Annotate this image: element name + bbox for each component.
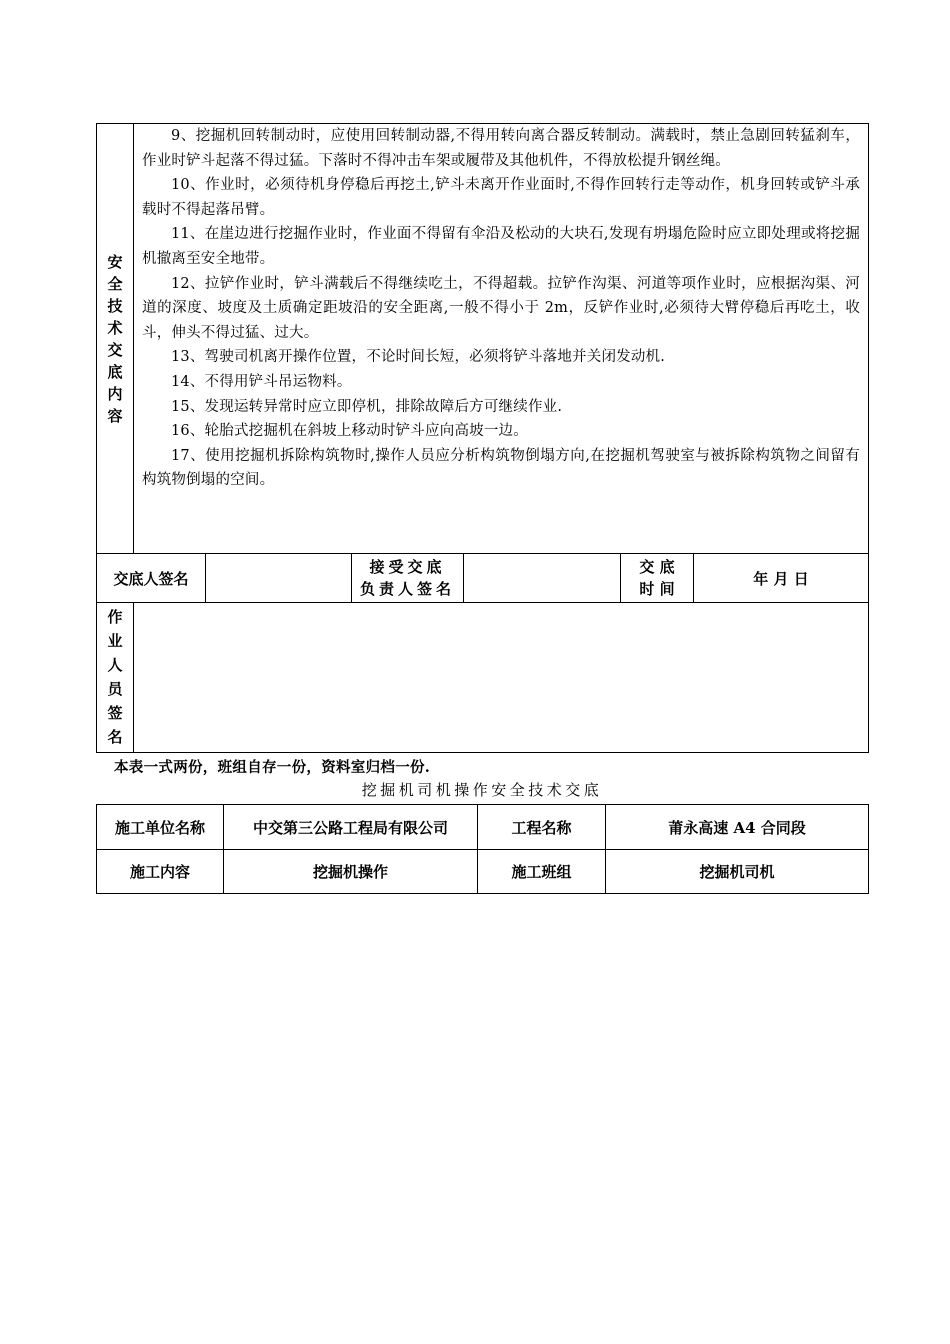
workers-signature-area[interactable] bbox=[134, 603, 869, 753]
content-label: 施工内容 bbox=[97, 850, 224, 894]
project-label: 工程名称 bbox=[478, 805, 606, 850]
unit-value: 中交第三公路工程局有限公司 bbox=[224, 805, 478, 850]
team-value: 挖掘机司机 bbox=[606, 850, 869, 894]
disclosure-content-row bbox=[97, 124, 869, 554]
disclosure-item: 12、拉铲作业时，铲斗满载后不得继续吃土，不得超载。拉铲作沟渠、河道等项作业时，应根据沟渠、河道的深度、坡度及土质确定距坡沿的安全距离,一般不得小于 2m，反铲作业时,必须待大臂停稳后再吃土，收斗，伸头不得过猛、过大。 bbox=[142, 275, 861, 341]
discloser-signature-field[interactable] bbox=[206, 554, 352, 603]
disclosure-time-label bbox=[621, 554, 694, 603]
time-label-line2: 时 间 bbox=[639, 580, 675, 598]
side-label-char: 安 bbox=[107, 252, 123, 271]
time-label-line1: 交 底 bbox=[639, 558, 675, 576]
receiver-label bbox=[352, 554, 464, 603]
disclosure-item: 9、挖掘机回转制动时，应使用回转制动器,不得用转向离合器反转制动。满载时，禁止急剧回转猛刹车，作业时铲斗起落不得过猛。下落时不得冲击车架或履带及其他机件，不得放松提升钢丝绳。 bbox=[142, 128, 861, 169]
copies-note: 本表一式两份，班组自存一份，资料室归档一份. bbox=[114, 759, 431, 776]
side-label-char: 作 bbox=[107, 608, 123, 626]
document-title: 挖掘机司机操作安全技术交底 bbox=[361, 781, 603, 799]
side-label-char: 术 bbox=[107, 318, 123, 337]
receiver-label-line1: 接受交底 bbox=[369, 558, 446, 576]
side-label-char: 底 bbox=[107, 362, 123, 381]
side-label-char: 全 bbox=[107, 274, 123, 293]
disclosure-content bbox=[134, 124, 869, 554]
disclosure-item: 17、使用挖掘机拆除构筑物时,操作人员应分析构筑物倒塌方向,在挖掘机驾驶室与被拆除构筑物之间留有构筑物倒塌的空间。 bbox=[142, 447, 861, 489]
unit-label: 施工单位名称 bbox=[97, 805, 224, 850]
project-value: 莆永高速 A4 合同段 bbox=[606, 805, 869, 850]
side-label-char: 内 bbox=[107, 384, 123, 403]
safety-disclosure-table bbox=[96, 123, 869, 753]
side-label-char: 容 bbox=[107, 406, 123, 425]
side-label-char: 技 bbox=[107, 296, 123, 315]
team-label: 施工班组 bbox=[478, 850, 606, 894]
side-label-char: 签 bbox=[107, 704, 123, 722]
disclosure-item: 14、不得用铲斗吊运物料。 bbox=[171, 373, 352, 390]
disclosure-item: 10、作业时，必须待机身停稳后再挖土,铲斗未离开作业面时,不得作回转行走等动作，机身回转或铲斗承载时不得起落吊臂。 bbox=[142, 177, 861, 218]
disclosure-item: 16、轮胎式挖掘机在斜坡上移动时铲斗应向高坡一边。 bbox=[171, 423, 528, 440]
disclosure-item: 15、发现运转异常时应立即停机，排除故障后方可继续作业. bbox=[171, 398, 563, 415]
signature-row bbox=[97, 554, 869, 603]
info-row bbox=[97, 850, 869, 894]
workers-side-label bbox=[97, 603, 134, 753]
info-row bbox=[97, 805, 869, 850]
side-label-char: 交 bbox=[107, 340, 123, 359]
project-info-table bbox=[96, 804, 869, 894]
disclosure-item: 13、驾驶司机离开操作位置，不论时间长短，必须将铲斗落地并关闭发动机. bbox=[171, 349, 666, 366]
side-label-char: 人 bbox=[107, 656, 123, 674]
discloser-label: 交底人签名 bbox=[97, 554, 206, 603]
side-label-char: 名 bbox=[107, 728, 123, 746]
content-value: 挖掘机操作 bbox=[224, 850, 478, 894]
side-label-char: 业 bbox=[107, 632, 123, 650]
disclosure-side-label bbox=[97, 124, 134, 554]
workers-row bbox=[97, 603, 869, 753]
receiver-label-line2: 负责人签名 bbox=[359, 580, 455, 598]
disclosure-item: 11、在崖边进行挖掘作业时，作业面不得留有伞沿及松动的大块石,发现有坍塌危险时应立即处理或将挖掘机撤离至安全地带。 bbox=[142, 226, 861, 267]
receiver-signature-field[interactable] bbox=[464, 554, 621, 603]
side-label-char: 员 bbox=[107, 680, 123, 698]
disclosure-date[interactable]: 年 月 日 bbox=[694, 554, 869, 603]
